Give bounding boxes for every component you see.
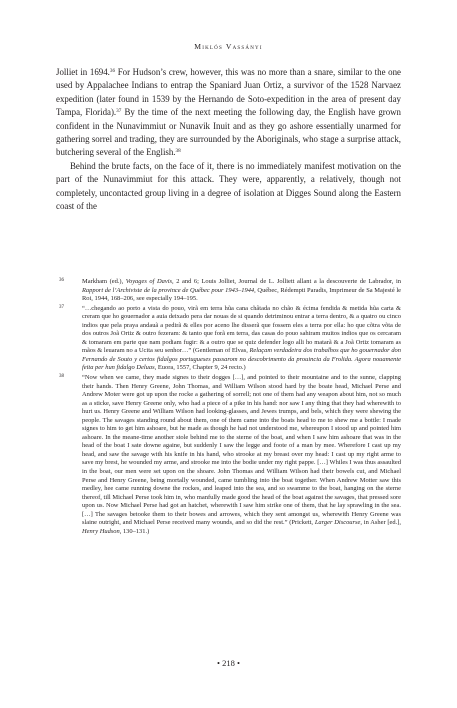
- footnote: [56, 305, 401, 373]
- footnote-text: [82, 278, 401, 302]
- text-run: For Hudson’s crew, however, this was no more than a snare, similar to the one used by Appalachee Indians to entrap the Spaniard Juan Ortiz, a survivor of the 1528 Narvaez expedition (later found in 1539 by the Hernando de Soto-expedition in the area of present day Tampa, Florida).: [56, 67, 401, 118]
- text-run: “Now when we came, they made signes to their dogges […], and pointed to their mountaine and to the sunne, clapping their hands. Then Henry Greene, John Thomas, and William Wilson stood hard by the boate head, Michael Perse and Andrew Moter were got up upon the rocke a gathering of sorrell; not one of them had any weapon about him, not so much as a sticke, save Henry Greene only, who had a piece of a pike in his hand: nor saw I any thing that they had wherewith to hurt us. Henry Greene and William Wilson had looking-glasses, and Jewes trumps, and bels, which they were shewing the people. The savages standing round about them, one of them came into the boats head to me to shew me a bottle: I made signes to him to get him ashoare, but he made as though he had not understood me, whereupon I stood up and pointed him ashoare. In the meane-time another stole behind me to the sterne of the boat, and when I saw him ashoare that was in the head of the boat I sate downe againe, but suddenly I saw the legge and foote of a man by mee. Wherefore I cast up my head, and saw the savage with his knife in his hand, who strooke at my breast over my head: I cast up my right arme to save my brest, he wounded my arme, and strooke me into the bodie under my right pappe. […] Whiles I was thus assaulted in the boat, our men were set upon on the shoare. John Thomas and William Wilson had their bowels cut, and Michael Perse and Henry Greene, being mortally wounded, came tumbling into the boat together. When Andrew Motter saw this medley, hee came running downe the rockes, and leaped into the sea, and so swamme to the boat, hanging on the sterne thereof, till Michael Perse took him in, who manfully made good the head of the boat against the savages, that pressed sore upon us. Now Michael Perse had got an hatchet, wherewith I saw him strike one of them, that he lay sprawling in the sea. […] The savages betooke them to their bowes and arrowes, which they sent amongst us, wherewith Henry Greene was slaine outright, and Michael Perse received many wounds, and so did the rest.” (Prickett,: [82, 374, 401, 527]
- text-run: Markham (ed.),: [82, 278, 126, 285]
- text-run: Jolliet in 1694.: [56, 67, 110, 77]
- text-run: “…chegando ao porto a vista do pouo, virã em terra hũa cana châtada no chão & écima fendida & metida hũa carta & creram que ho gouernador a auia deixado pera dar nouas de si quando detriminou entrar a terra dentro, & a quatro ou cinco indios que pela praya andauã a pedirã & elles por aceno lhe disserã que fossem eles a terra por ella: ho que cõtra võta de dos outros Joã Ortiz & outro fezeram: & tanto que forã em terra, das casas do pouo sahiram muitos indios que os cercaram & tomaram em parte que nam podiam fugir: & a outro que se quiz defender logo alli ho matarã & a Joã Ortiz tomaram as mãos & leuaram no a Ucita seu senhor…” (Gentleman of Elvas,: [82, 304, 401, 355]
- body-text: [56, 66, 401, 213]
- text-run: , Québec, Rédempti Paradis, Imprimeur de Sa Majesté le Roi, 1944, 168–206, see especially 194–195.: [82, 286, 401, 303]
- text-run: , Euora, 1557, Chapter 9, 24 recto.): [154, 364, 246, 372]
- text-run: By the time of the next meeting the following day, the English have grown confident in the Nunavimmiut or Nunavik Inuit and as they go ashore essentially unarmed for gathering sorrel and trading, they are surrounded by the Aboriginals, who stage a surprise attack, butchering several of the English.: [56, 107, 401, 158]
- text-run: , in Asher [ed.],: [360, 519, 401, 527]
- italic-title: Relaçam verdadeira dos trabalhos que ho gouernador don Fernando de Souto y certos fidalgos portugueses passarom no descobrimento da prouincia da Frolida. Agora nouamente feita per hun fidalgo Deluas: [82, 347, 401, 372]
- body-paragraph: [56, 66, 401, 160]
- page-number: • 218 •: [217, 658, 240, 668]
- italic-title: Voyages of Davis: [125, 278, 173, 285]
- footnote-ref: 36: [109, 68, 116, 74]
- italic-title: Larger Discourse: [314, 519, 361, 527]
- body-paragraph: Behind the brute facts, on the face of it, there is no immediately manifest motivation on the part of the Nunavimmiut for this attack. They were, apparently, a relatively, though not completely, uncontacted group living in a degree of isolation at Digges Sound along the Eastern coast of the: [56, 160, 401, 212]
- footnote-ref: 38: [175, 148, 181, 155]
- footnote-number: 38: [59, 374, 64, 380]
- footnote: [56, 374, 401, 536]
- italic-title: Henry Hudson: [82, 527, 120, 535]
- footnote-number: 36: [59, 278, 64, 283]
- running-head: Miklós Vassányi: [194, 42, 263, 51]
- footnote-text: [82, 305, 401, 372]
- footnote-number: 37: [59, 304, 64, 310]
- text-run: , 130–131.): [119, 527, 150, 535]
- italic-title: Rapport de l’Archiviste de la province de Québec pour 1943–1944: [82, 286, 255, 294]
- text-run: , 2 and 6; Louis Jolliet, Journal de L. Jolliett allant a la descouverte de Labrador, in: [172, 278, 401, 285]
- footnotes: [56, 278, 401, 537]
- footnote-ref: 37: [116, 108, 122, 115]
- footnote-text: [82, 374, 401, 535]
- footnote: [56, 278, 401, 304]
